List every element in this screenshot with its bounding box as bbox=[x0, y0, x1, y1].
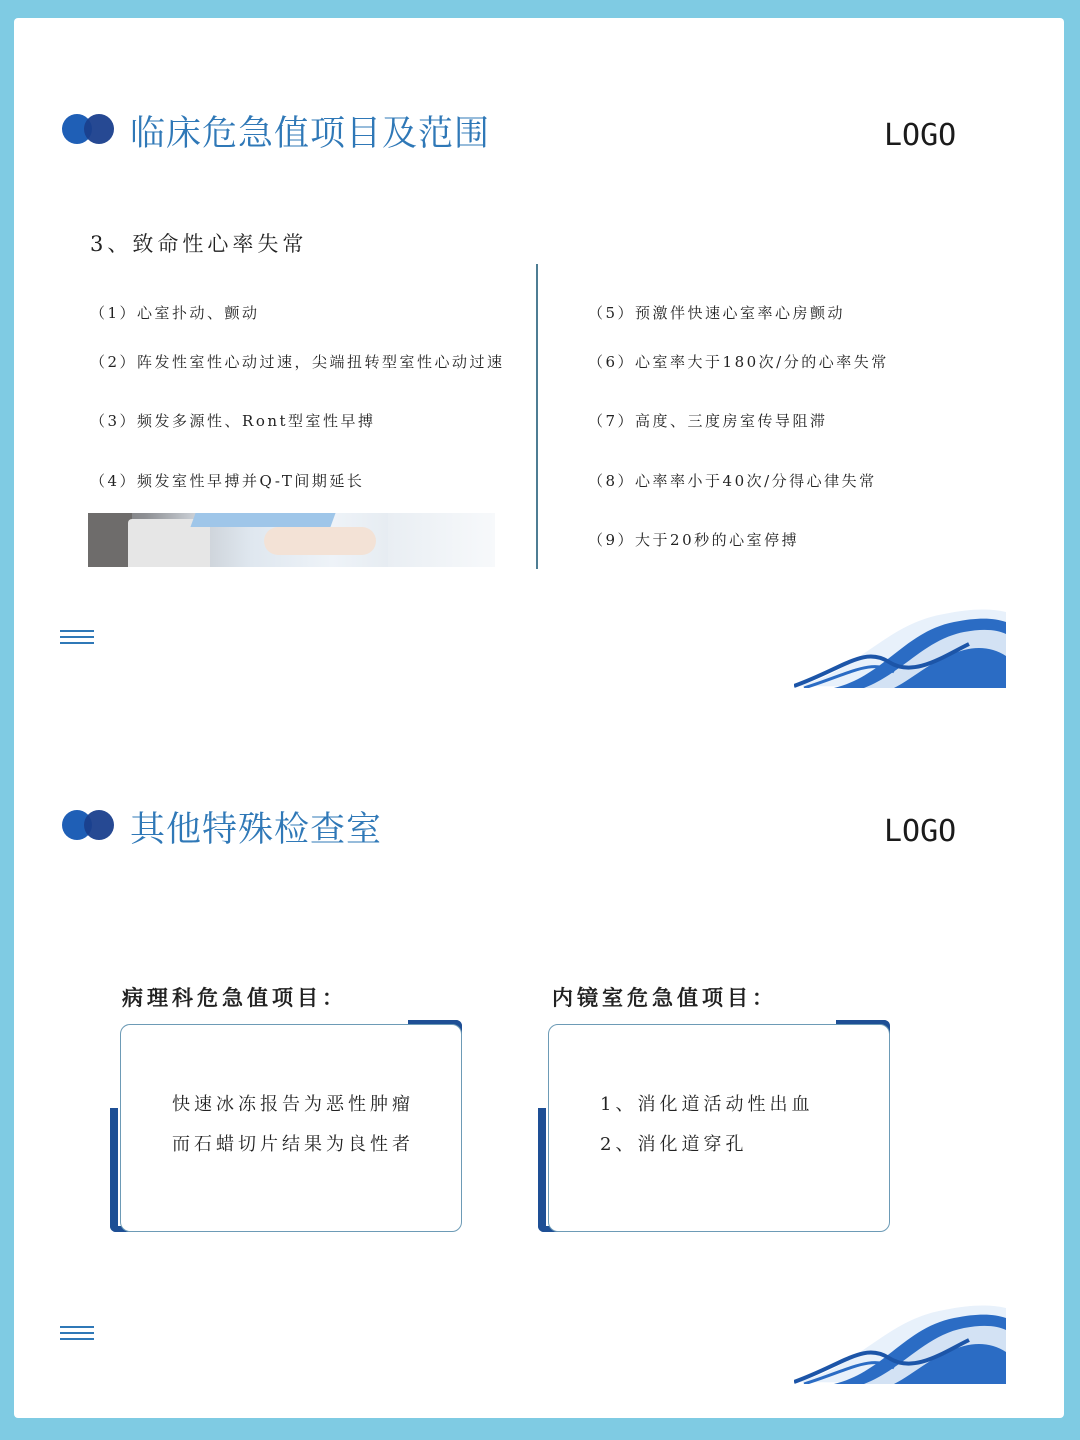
menu-icon bbox=[60, 1326, 94, 1340]
list-item: （7）高度、三度房室传导阻滞 bbox=[588, 412, 828, 430]
title-dots-icon bbox=[62, 810, 116, 840]
title-dots-icon bbox=[62, 114, 116, 144]
list-item: （4）频发室性早搏并Q-T间期延长 bbox=[90, 472, 365, 490]
slide-title: 其他特殊检查室 bbox=[130, 810, 383, 850]
wave-decoration-icon bbox=[794, 1302, 1006, 1384]
section-heading: 3、致命性心率失常 bbox=[90, 232, 308, 256]
list-item: （9）大于20秒的心室停搏 bbox=[588, 531, 800, 549]
list-item: （2）阵发性室性心动过速，尖端扭转型室性心动过速 bbox=[90, 353, 505, 371]
endoscopy-heading: 内镜室危急值项目： bbox=[552, 985, 777, 1010]
logo: LOGO bbox=[884, 118, 957, 153]
list-item: （8）心率率小于40次/分得心律失常 bbox=[588, 472, 877, 490]
wave-decoration-icon bbox=[794, 606, 1006, 688]
list-item: （3）频发多源性、Ront型室性早搏 bbox=[90, 412, 376, 430]
slide-title: 临床危急值项目及范围 bbox=[130, 114, 491, 154]
list-item: （6）心室率大于180次/分的心率失常 bbox=[588, 353, 889, 371]
card-line: 1、消化道活动性出血 bbox=[600, 1094, 814, 1115]
slide-critical-values bbox=[14, 18, 1064, 708]
endoscopy-card bbox=[536, 1016, 896, 1236]
pathology-heading: 病理科危急值项目： bbox=[122, 985, 347, 1010]
logo: LOGO bbox=[884, 814, 957, 849]
list-item: （5）预激伴快速心室率心房颤动 bbox=[588, 304, 846, 322]
medical-photo bbox=[88, 513, 495, 567]
pathology-card bbox=[108, 1016, 468, 1236]
card-line: 而石蜡切片结果为良性者 bbox=[172, 1134, 414, 1155]
list-item: （1）心室扑动、颤动 bbox=[90, 304, 260, 322]
menu-icon bbox=[60, 630, 94, 644]
card-line: 2、消化道穿孔 bbox=[600, 1134, 748, 1155]
slide-special-exams bbox=[14, 714, 1064, 1404]
page-frame bbox=[14, 18, 1064, 1418]
column-divider bbox=[536, 264, 538, 569]
card-line: 快速冰冻报告为恶性肿瘤 bbox=[172, 1094, 414, 1115]
